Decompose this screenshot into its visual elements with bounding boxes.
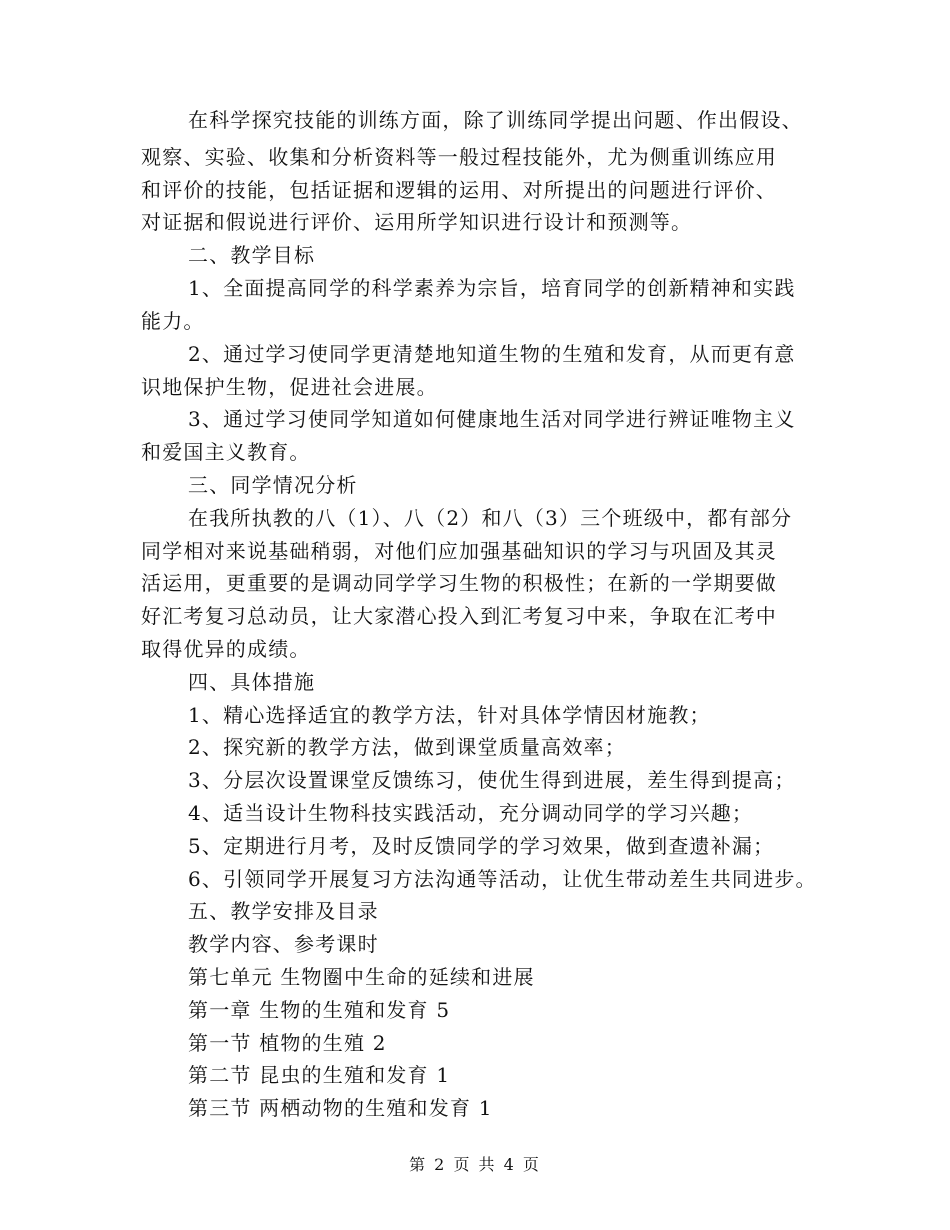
toc-chapter: 第一章 生物的生殖和发育 5	[188, 998, 451, 1022]
paragraph-line: 识地保护生物，促进社会进展。	[141, 375, 438, 399]
paragraph-line: 对证据和假说进行评价、运用所学知识进行设计和预测等。	[141, 210, 693, 234]
section-heading: 二、教学目标	[188, 243, 316, 267]
section-heading: 五、教学安排及目录	[188, 899, 379, 923]
list-item: 1、全面提高同学的科学素养为宗旨，培育同学的创新精神和实践	[188, 276, 796, 300]
list-item: 3、分层次设置课堂反馈练习，使优生得到进展，差生得到提高；	[188, 768, 796, 792]
list-item: 2、通过学习使同学更清楚地知道生物的生殖和发育，从而更有意	[188, 342, 796, 366]
section-heading: 三、同学情况分析	[188, 473, 358, 497]
toc-section: 第二节 昆虫的生殖和发育 1	[188, 1063, 451, 1087]
list-item: 6、引领同学开展复习方法沟通等活动，让优生带动差生共同进步。	[188, 867, 817, 891]
list-item: 3、通过学习使同学知道如何健康地生活对同学进行辨证唯物主义	[188, 407, 796, 431]
list-item: 4、适当设计生物科技实践活动，充分调动同学的学习兴趣；	[188, 801, 754, 825]
list-item: 5、定期进行月考，及时反馈同学的学习效果，做到查遗补漏；	[188, 834, 775, 858]
paragraph-line: 取得优异的成绩。	[141, 637, 311, 661]
paragraph-line: 好汇考复习总动员，让大家潜心投入到汇考复习中来，争取在汇考中	[141, 604, 777, 628]
paragraph-line: 能力。	[141, 309, 205, 333]
paragraph-line: 教学内容、参考课时	[188, 932, 379, 956]
list-item: 1、精心选择适宜的教学方法，针对具体学情因材施教；	[188, 703, 711, 727]
paragraph-line: 同学相对来说基础稍弱，对他们应加强基础知识的学习与巩固及其灵	[141, 539, 777, 563]
toc-section: 第三节 两栖动物的生殖和发育 1	[188, 1096, 493, 1120]
paragraph-line: 和评价的技能，包括证据和逻辑的运用、对所提出的问题进行评价、	[141, 178, 777, 202]
paragraph-line: 和爱国主义教育。	[141, 440, 311, 464]
paragraph-line: 观察、实验、收集和分析资料等一般过程技能外，尤为侧重训练应用	[141, 145, 777, 169]
paragraph-line: 在我所执教的八（1）、八（2）和八（3）三个班级中，都有部分	[188, 506, 793, 530]
toc-section: 第一节 植物的生殖 2	[188, 1031, 387, 1055]
section-heading: 四、具体措施	[188, 670, 316, 694]
paragraph-line: 活运用，更重要的是调动同学学习生物的积极性；在新的一学期要做	[141, 571, 777, 595]
list-item: 2、探究新的教学方法，做到课堂质量高效率；	[188, 735, 626, 759]
paragraph-line: 在科学探究技能的训练方面，除了训练同学提出问题、作出假设、	[188, 108, 803, 132]
toc-unit: 第七单元 生物圈中生命的延续和进展	[188, 965, 535, 989]
page-footer: 第 2 页 共 4 页	[409, 1155, 541, 1174]
